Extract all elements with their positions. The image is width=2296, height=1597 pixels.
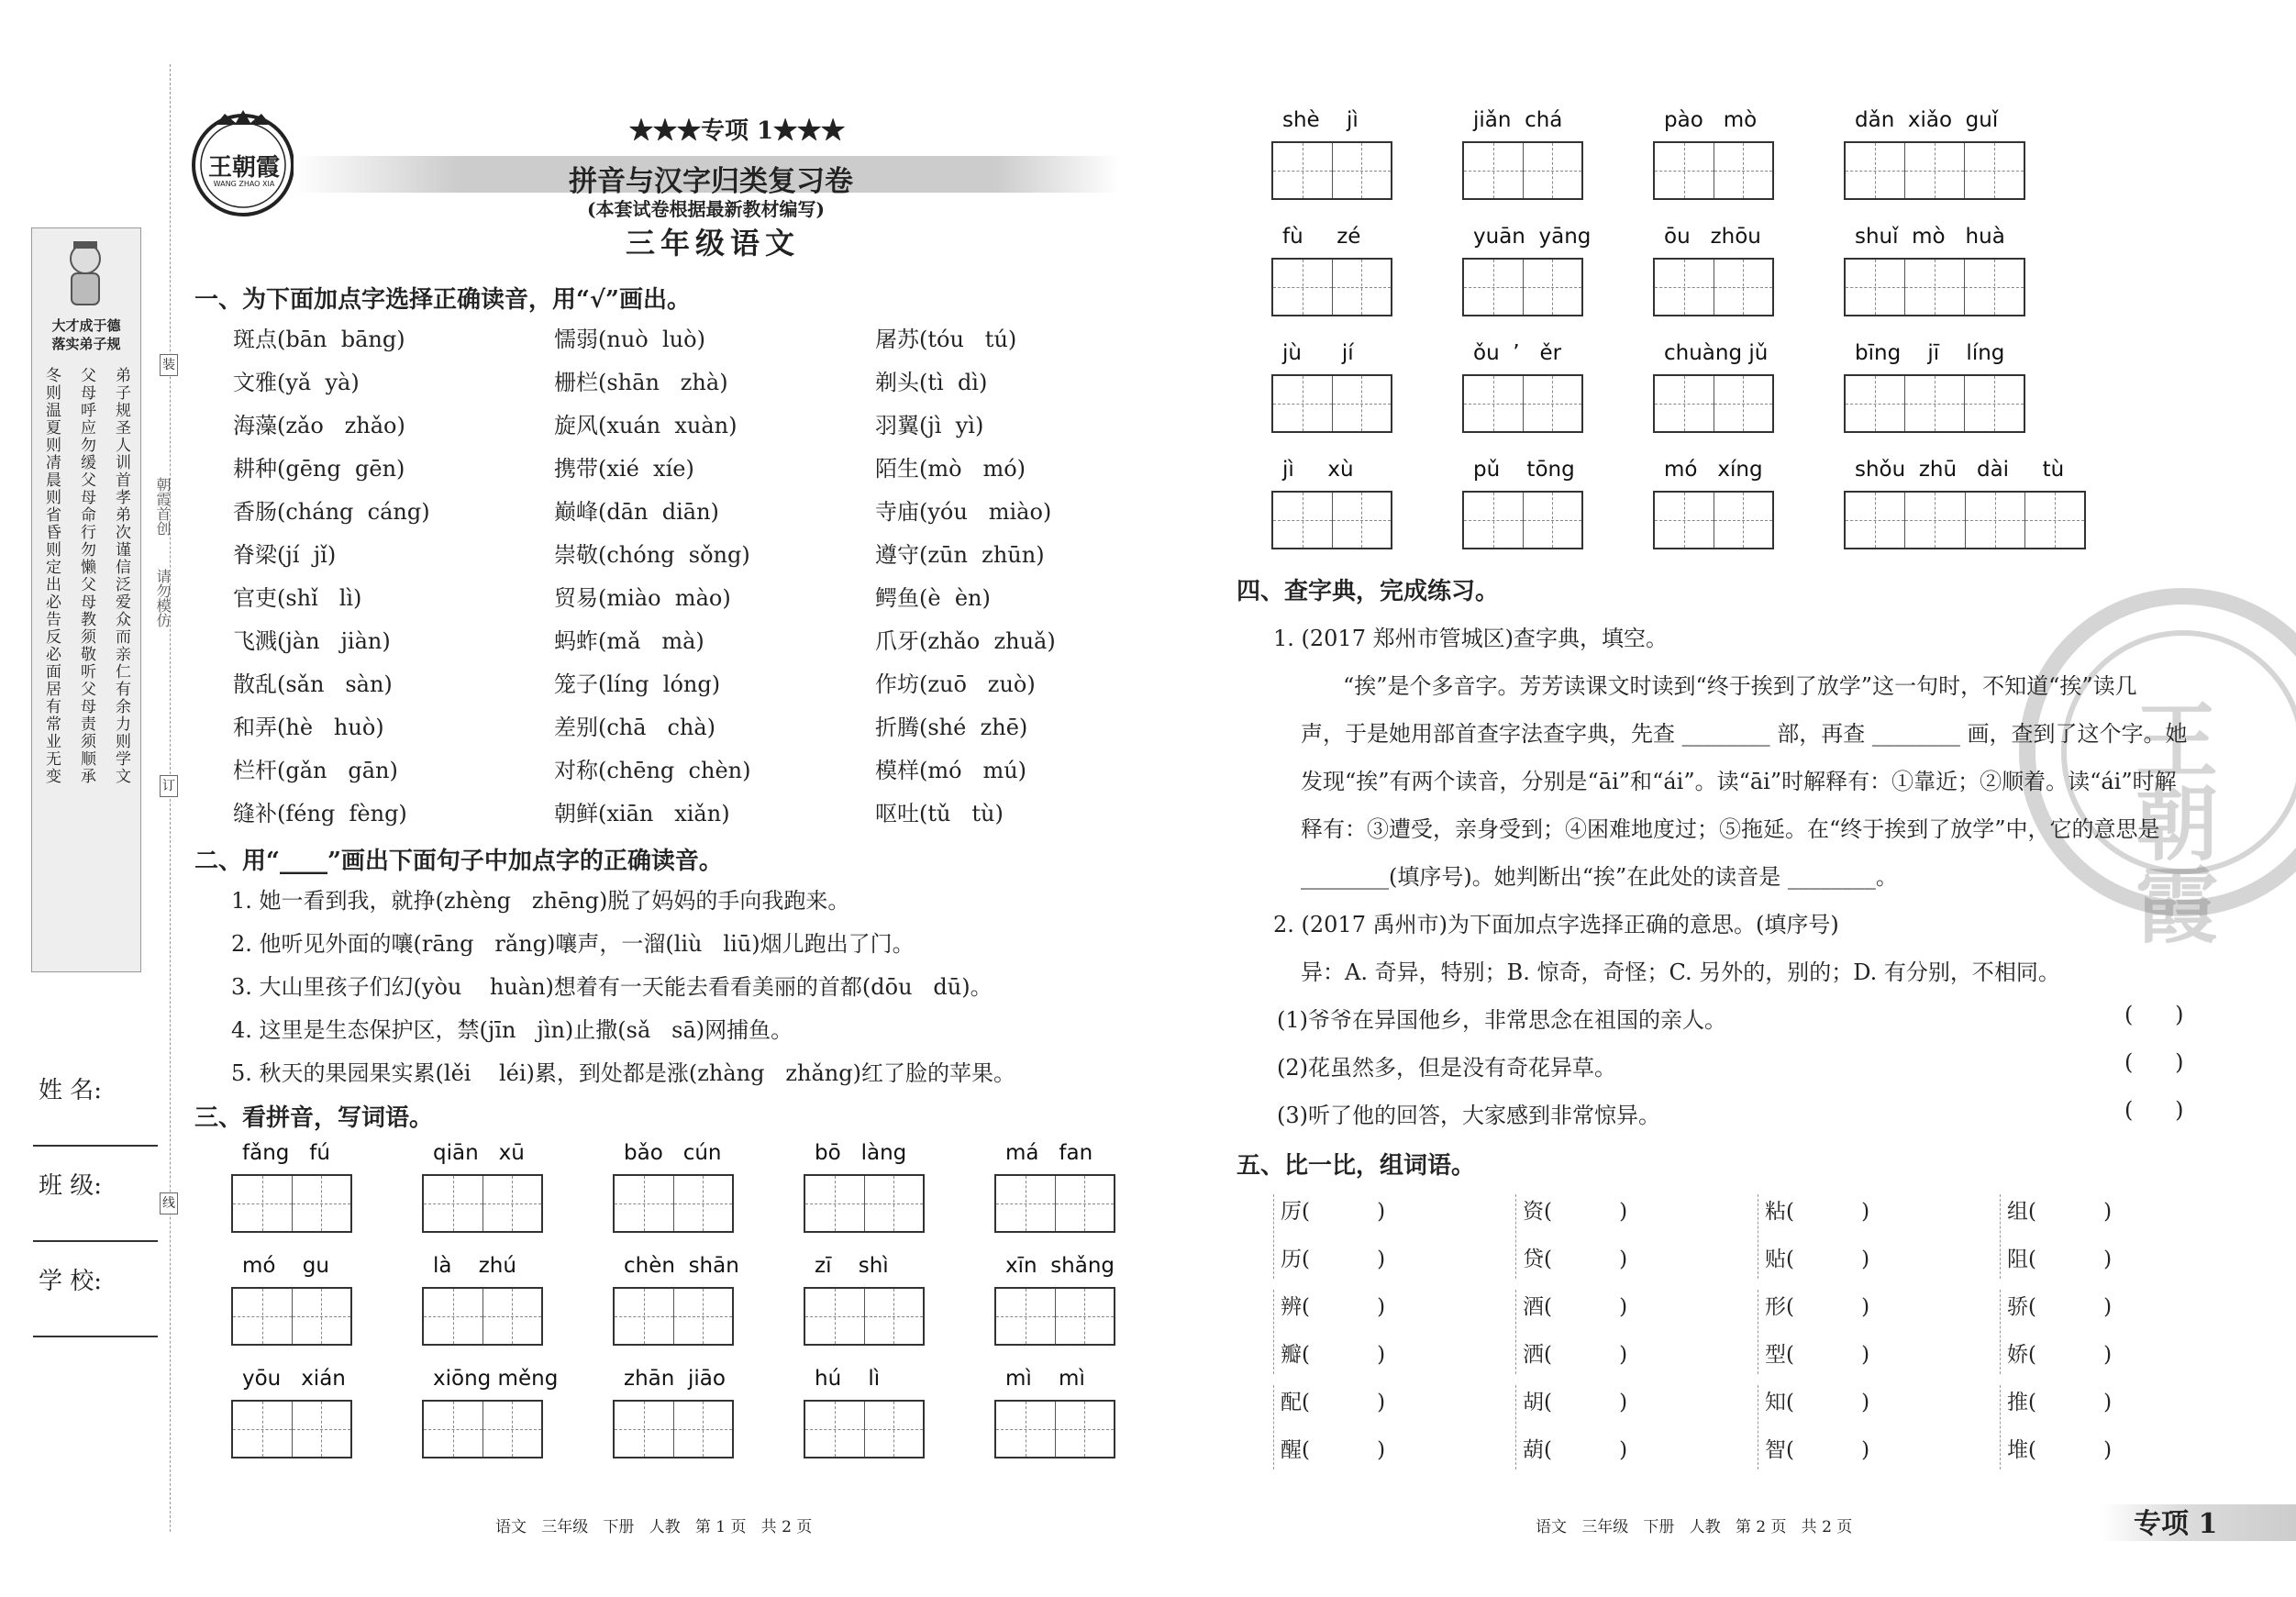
writing-grid[interactable] [613,1174,734,1233]
writing-cell[interactable] [1714,376,1773,431]
pinyin-label: jì xù [1282,458,1354,482]
writing-cell[interactable] [1965,260,2024,315]
writing-cell[interactable] [1714,143,1773,198]
side-note-1: 朝霞首创 [154,477,172,536]
reading-item: 耕种(gēng gēn) [233,456,405,482]
writing-cell[interactable] [1655,143,1714,198]
writing-grid[interactable] [1653,374,1774,433]
writing-cell[interactable] [1056,1402,1115,1457]
compare-item[interactable]: 葫( ) [1523,1438,1628,1462]
writing-cell[interactable] [1273,260,1333,315]
writing-cell[interactable] [1965,376,2024,431]
grade-title: 三年级语文 [626,226,801,261]
writing-cell[interactable] [1333,143,1392,198]
reading-item: 飞溅(jàn jiàn) [233,628,391,654]
compare-item[interactable]: 骄( ) [2007,1295,2113,1319]
reading-item: 贸易(miào mào) [554,585,731,611]
reading-item: 海藻(zǎo zhǎo) [233,413,405,438]
writing-cell[interactable] [805,1289,865,1344]
reading-item: 斑点(bān bāng) [233,327,405,352]
class-label: 班 级: [39,1172,103,1200]
compare-item[interactable]: 厉( ) [1281,1200,1386,1224]
pinyin-label: bō làng [815,1141,907,1165]
writing-grid[interactable] [804,1287,925,1346]
writing-grid[interactable] [613,1400,734,1458]
writing-grid[interactable] [1844,258,2025,316]
writing-grid[interactable] [1462,491,1583,549]
reading-item: 脊梁(jí jǐ) [233,542,337,568]
footer-right: 语文 三年级 下册 人教 第 2 页 共 2 页 [1536,1518,1853,1536]
writing-grid[interactable] [1271,374,1392,433]
compare-item[interactable]: 贴( ) [1765,1248,1870,1271]
writing-cell[interactable] [293,1402,351,1457]
compare-item[interactable]: 配( ) [1281,1391,1386,1414]
writing-cell[interactable] [674,1176,733,1231]
writing-grid[interactable] [231,1400,352,1458]
pinyin-label: má fan [1005,1141,1093,1165]
writing-cell[interactable] [1333,376,1392,431]
reading-item: 爪牙(zhǎo zhuǎ) [875,628,1056,654]
reading-item: 栅栏(shān zhà) [554,370,728,395]
answer-blank[interactable]: ( ) [2124,1002,2184,1027]
q1-line: 发现“挨”有两个读音，分别是“āi”和“ái”。读“āi”时解释有：①靠近；②顺着。读“ái”时解 [1301,769,2177,794]
sidebar-column: 冬则温夏则凊晨则省昏则定出必告反必面居有常业无变 [42,367,61,785]
pinyin-label: shuǐ mò huà [1855,225,2005,249]
compare-divider [1273,1385,1274,1469]
pinyin-label: jù jí [1282,341,1354,365]
name-field[interactable] [33,1145,158,1147]
pinyin-label: fù zé [1282,225,1361,249]
compare-item[interactable]: 组( ) [2007,1200,2113,1224]
compare-item[interactable]: 洒( ) [1523,1343,1628,1367]
writing-cell[interactable] [1333,493,1392,548]
compare-divider [1273,1194,1274,1279]
watermark-text: 王朝霞 [2121,697,2218,945]
reading-item: 旋风(xuán xuàn) [554,413,738,438]
q1-line: 声，于是她用部首查字法查字典，先查 ________ 部，再查 ________ 画，查到了这个字。她 [1301,721,2188,747]
writing-cell[interactable] [1965,143,2024,198]
writing-grid[interactable] [994,1287,1115,1346]
writing-cell[interactable] [1846,143,1905,198]
reading-item: 蚂蚱(mǎ mà) [554,628,704,654]
writing-cell[interactable] [1846,376,1905,431]
writing-cell[interactable] [1464,260,1524,315]
writing-cell[interactable] [865,1402,924,1457]
pinyin-label: qiān xū [433,1141,525,1165]
writing-cell[interactable] [1273,143,1333,198]
writing-cell[interactable] [865,1176,924,1231]
compare-divider [2000,1290,2001,1374]
compare-item[interactable]: 资( ) [1523,1200,1628,1224]
pinyin-label: pào mò [1664,108,1758,132]
writing-grid[interactable] [231,1174,352,1233]
sidebar-column: 父母呼应勿缓父母命行勿懒父母教须敬听父母责须顺承 [77,367,95,785]
pinyin-label: fǎng fú [242,1141,330,1165]
writing-grid[interactable] [804,1174,925,1233]
writing-cell[interactable] [1905,260,1965,315]
q1-line: 释有：③遭受，亲身受到；④困难地度过；⑤拖延。在“终于挨到了放学”中，它的意思是 [1301,816,2160,842]
section2-title: 二、用“____”画出下面句子中加点字的正确读音。 [194,848,723,875]
compare-item[interactable]: 历( ) [1281,1248,1386,1271]
writing-cell[interactable] [1464,493,1524,548]
writing-cell[interactable] [293,1176,351,1231]
writing-cell[interactable] [1655,493,1714,548]
compare-divider [2000,1385,2001,1469]
compare-item[interactable]: 娇( ) [2007,1343,2113,1367]
writing-cell[interactable] [1905,143,1965,198]
reading-item: 朝鲜(xiān xiǎn) [554,801,730,826]
writing-cell[interactable] [996,1402,1056,1457]
writing-grid[interactable] [1271,141,1392,200]
writing-cell[interactable] [424,1402,483,1457]
logo-subtext: WANG ZHAO XIA [213,180,275,188]
reading-item: 遵守(zūn zhūn) [875,542,1045,568]
writing-grid[interactable] [1653,491,1774,549]
binding-line [170,64,171,1532]
pinyin-label: yōu xián [242,1367,346,1391]
sidebar-motto-text: 大才成于德 落实弟子规 [51,317,121,352]
reading-item: 香肠(cháng cáng) [233,499,430,525]
writing-cell[interactable] [1714,493,1773,548]
writing-cell[interactable] [1714,260,1773,315]
compare-divider [1515,1385,1516,1469]
pinyin-label: pǔ tōng [1473,458,1575,482]
reading-item: 懦弱(nuò luò) [554,327,705,352]
q2-item: (1)爷爷在异国他乡，非常思念在祖国的亲人。 [1277,1007,1726,1033]
compare-item[interactable]: 贷( ) [1523,1248,1628,1271]
q2-definition: 异：A. 奇异，特别；B. 惊奇，奇怪；C. 另外的，别的；D. 有分别，不相同。 [1301,959,2060,985]
page-title: 拼音与汉字归类复习卷 [569,165,853,198]
compare-item[interactable]: 知( ) [1765,1391,1870,1414]
writing-grid[interactable] [994,1400,1115,1458]
reading-item: 差别(chā chà) [554,715,716,740]
reading-item: 模样(mó mú) [875,758,1027,783]
writing-cell[interactable] [615,1402,674,1457]
writing-cell[interactable] [615,1289,674,1344]
writing-grid[interactable] [1271,491,1392,549]
class-field[interactable] [33,1240,158,1242]
writing-cell[interactable] [1333,260,1392,315]
writing-cell[interactable] [1655,376,1714,431]
pinyin-label: dǎn xiǎo guǐ [1855,108,1999,132]
writing-cell[interactable] [805,1402,865,1457]
pinyin-label: hú lì [815,1367,881,1391]
q2-item: (2)花虽然多，但是没有奇花异草。 [1277,1055,1616,1081]
writing-grid[interactable] [1844,141,2025,200]
reading-item: 鳄鱼(è èn) [875,585,991,611]
writing-grid[interactable] [1653,258,1774,316]
writing-grid[interactable] [422,1287,543,1346]
writing-cell[interactable] [1524,493,1582,548]
writing-grid[interactable] [1462,141,1583,200]
writing-cell[interactable] [1966,493,2025,548]
section1-title: 一、为下面加点字选择正确读音，用“√”画出。 [194,286,691,314]
school-label: 学 校: [39,1268,103,1295]
writing-cell[interactable] [1056,1289,1115,1344]
school-field[interactable] [33,1336,158,1337]
reading-item: 作坊(zuō zuò) [875,671,1036,697]
compare-item[interactable]: 形( ) [1765,1295,1870,1319]
writing-cell[interactable] [1273,376,1333,431]
reading-item: 寺庙(yóu miào) [875,499,1052,525]
compare-item[interactable]: 推( ) [2007,1391,2113,1414]
sentence-item: 4. 这里是生态保护区，禁(jīn jìn)止撒(sǎ sā)网捕鱼。 [231,1017,793,1043]
writing-cell[interactable] [674,1289,733,1344]
binding-mark: 订 [160,775,178,797]
writing-cell[interactable] [1655,260,1714,315]
pinyin-label: xīn shǎng [1005,1254,1115,1278]
writing-cell[interactable] [424,1176,483,1231]
writing-cell[interactable] [1464,143,1524,198]
writing-cell[interactable] [233,1402,293,1457]
writing-cell[interactable] [483,1402,542,1457]
binding-mark: 线 [160,1192,178,1214]
reading-item: 屠苏(tóu tú) [875,327,1017,352]
writing-cell[interactable] [674,1402,733,1457]
pinyin-label: shǒu zhū dài tù [1855,458,2065,482]
section5-title: 五、比一比，组词语。 [1237,1152,1476,1180]
sentence-item: 5. 秋天的果园果实累(lěi léi)累，到处都是涨(zhàng zhǎng)红了脸的苹果。 [231,1060,1015,1086]
writing-grid[interactable] [804,1400,925,1458]
reading-item: 文雅(yǎ yà) [233,370,360,395]
q2-head: 2. (2017 禹州市)为下面加点字选择正确的意思。(填序号) [1273,912,1839,937]
reading-item: 对称(chēng chèn) [554,758,751,783]
writing-grid[interactable] [1653,141,1774,200]
writing-grid[interactable] [1462,258,1583,316]
reading-item: 折腾(shé zhē) [875,715,1028,740]
writing-cell[interactable] [805,1176,865,1231]
sidebar-column: 弟子规圣人训首孝弟次谨信泛爱众而亲仁有余力则学文 [112,367,130,785]
reading-item: 剃头(tì dì) [875,370,988,395]
writing-cell[interactable] [1524,143,1582,198]
answer-blank[interactable]: ( ) [2124,1097,2184,1123]
writing-grid[interactable] [1844,374,2025,433]
reading-item: 陌生(mò mó) [875,456,1026,482]
answer-blank[interactable]: ( ) [2124,1049,2184,1075]
side-note-2: 请勿模仿 [154,569,172,627]
writing-grid[interactable] [231,1287,352,1346]
q1-line: “挨”是个多音字。芳芳读课文时读到“终于挨到了放学”这一句时，不知道“挨”读几 [1343,673,2137,699]
writing-cell[interactable] [1524,376,1582,431]
sentence-item: 3. 大山里孩子们幻(yòu huàn)想着有一天能去看看美丽的首都(dōu dū)。 [231,974,993,1000]
reading-item: 巅峰(dān diān) [554,499,719,525]
compare-divider [1515,1290,1516,1374]
sidebar-columns [40,367,132,954]
compare-item[interactable]: 阻( ) [2007,1248,2113,1271]
compare-item[interactable]: 堆( ) [2007,1438,2113,1462]
compare-divider [1273,1290,1274,1374]
reading-item: 羽翼(jì yì) [875,413,984,438]
writing-cell[interactable] [483,1289,542,1344]
compare-divider [1515,1194,1516,1279]
pinyin-label: shè jì [1282,108,1359,132]
pinyin-label: xiōng měng [433,1367,559,1391]
reading-item: 和弄(hè huò) [233,715,384,740]
writing-cell[interactable] [1464,376,1524,431]
compare-item[interactable]: 酒( ) [1523,1295,1628,1319]
q1-line: ________(填序号)。她判断出“挨”在此处的读音是 ________。 [1301,864,1898,890]
pinyin-label: ōu zhōu [1664,225,1761,249]
writing-cell[interactable] [424,1289,483,1344]
compare-item[interactable]: 胡( ) [1523,1391,1628,1414]
writing-cell[interactable] [1905,376,1965,431]
pinyin-label: là zhú [433,1254,516,1278]
compare-item[interactable]: 智( ) [1765,1438,1870,1462]
q2-item: (3)听了他的回答，大家感到非常惊异。 [1277,1103,1660,1128]
pinyin-label: jiǎn chá [1473,108,1563,132]
pinyin-label: bīng jī líng [1855,341,2005,365]
name-label: 姓 名: [39,1077,103,1104]
pinyin-label: ǒu ’ ěr [1473,341,1562,365]
compare-item[interactable]: 瓣( ) [1281,1343,1386,1367]
compare-item[interactable]: 型( ) [1765,1343,1870,1367]
writing-grid[interactable] [1462,374,1583,433]
reading-item: 呕吐(tǔ tù) [875,801,1004,826]
reading-item: 携带(xié xíe) [554,456,694,482]
sentence-item: 2. 他听见外面的嚷(rāng rǎng)嚷声，一溜(liù liū)烟儿跑出了门。 [231,931,915,957]
writing-cell[interactable] [1905,493,1965,548]
writing-cell[interactable] [2025,493,2084,548]
pinyin-label: mó xíng [1664,458,1763,482]
pinyin-label: mó gu [242,1254,329,1278]
section4-title: 四、查字典，完成练习。 [1237,578,1500,605]
subtitle: (本套试卷根据最新教材编写) [587,198,825,220]
badge: ★★★专项 1★★★ [629,117,846,145]
writing-cell[interactable] [1846,260,1905,315]
writing-grid[interactable] [994,1174,1115,1233]
writing-cell[interactable] [233,1289,293,1344]
writing-cell[interactable] [293,1289,351,1344]
writing-cell[interactable] [996,1176,1056,1231]
reading-item: 栏杆(gǎn gān) [233,758,398,783]
logo-text: 王朝霞 [207,154,280,182]
writing-cell[interactable] [1524,260,1582,315]
pinyin-label: mì mì [1005,1367,1085,1391]
writing-cell[interactable] [865,1289,924,1344]
writing-cell[interactable] [1273,493,1333,548]
sentence-item: 1. 她一看到我，就挣(zhèng zhēng)脱了妈妈的手向我跑来。 [231,888,850,914]
writing-grid[interactable] [1844,491,2086,549]
writing-cell[interactable] [1056,1176,1115,1231]
q1-head: 1. (2017 郑州市管城区)查字典，填空。 [1273,626,1668,651]
writing-grid[interactable] [422,1174,543,1233]
pinyin-label: zī shì [815,1254,889,1278]
reading-item: 散乱(sǎn sàn) [233,671,393,697]
writing-grid[interactable] [613,1287,734,1346]
reading-item: 崇敬(chóng sǒng) [554,542,750,568]
reading-item: 笼子(líng lóng) [554,671,721,697]
section3-title: 三、看拼音，写词语。 [194,1104,434,1132]
compare-divider [2000,1194,2001,1279]
writing-grid[interactable] [422,1400,543,1458]
writing-cell[interactable] [615,1176,674,1231]
compare-item[interactable]: 粘( ) [1765,1200,1870,1224]
writing-cell[interactable] [996,1289,1056,1344]
pinyin-label: bǎo cún [624,1141,722,1165]
writing-cell[interactable] [233,1176,293,1231]
footer-left: 语文 三年级 下册 人教 第 1 页 共 2 页 [495,1518,813,1536]
sidebar-figure [53,237,117,310]
compare-item[interactable]: 醒( ) [1281,1438,1386,1462]
pinyin-label: zhān jiāo [624,1367,726,1391]
reading-item: 官吏(shǐ lì) [233,585,362,611]
pinyin-label: chuàng jǔ [1664,341,1769,365]
compare-item[interactable]: 辨( ) [1281,1295,1386,1319]
corner-tag: 专项 1 [2134,1508,2218,1540]
binding-mark: 装 [160,354,178,376]
writing-cell[interactable] [483,1176,542,1231]
reading-item: 缝补(féng fèng) [233,801,407,826]
writing-cell[interactable] [1846,493,1905,548]
pinyin-label: chèn shān [624,1254,739,1278]
writing-grid[interactable] [1271,258,1392,316]
pinyin-label: yuān yāng [1473,225,1592,249]
